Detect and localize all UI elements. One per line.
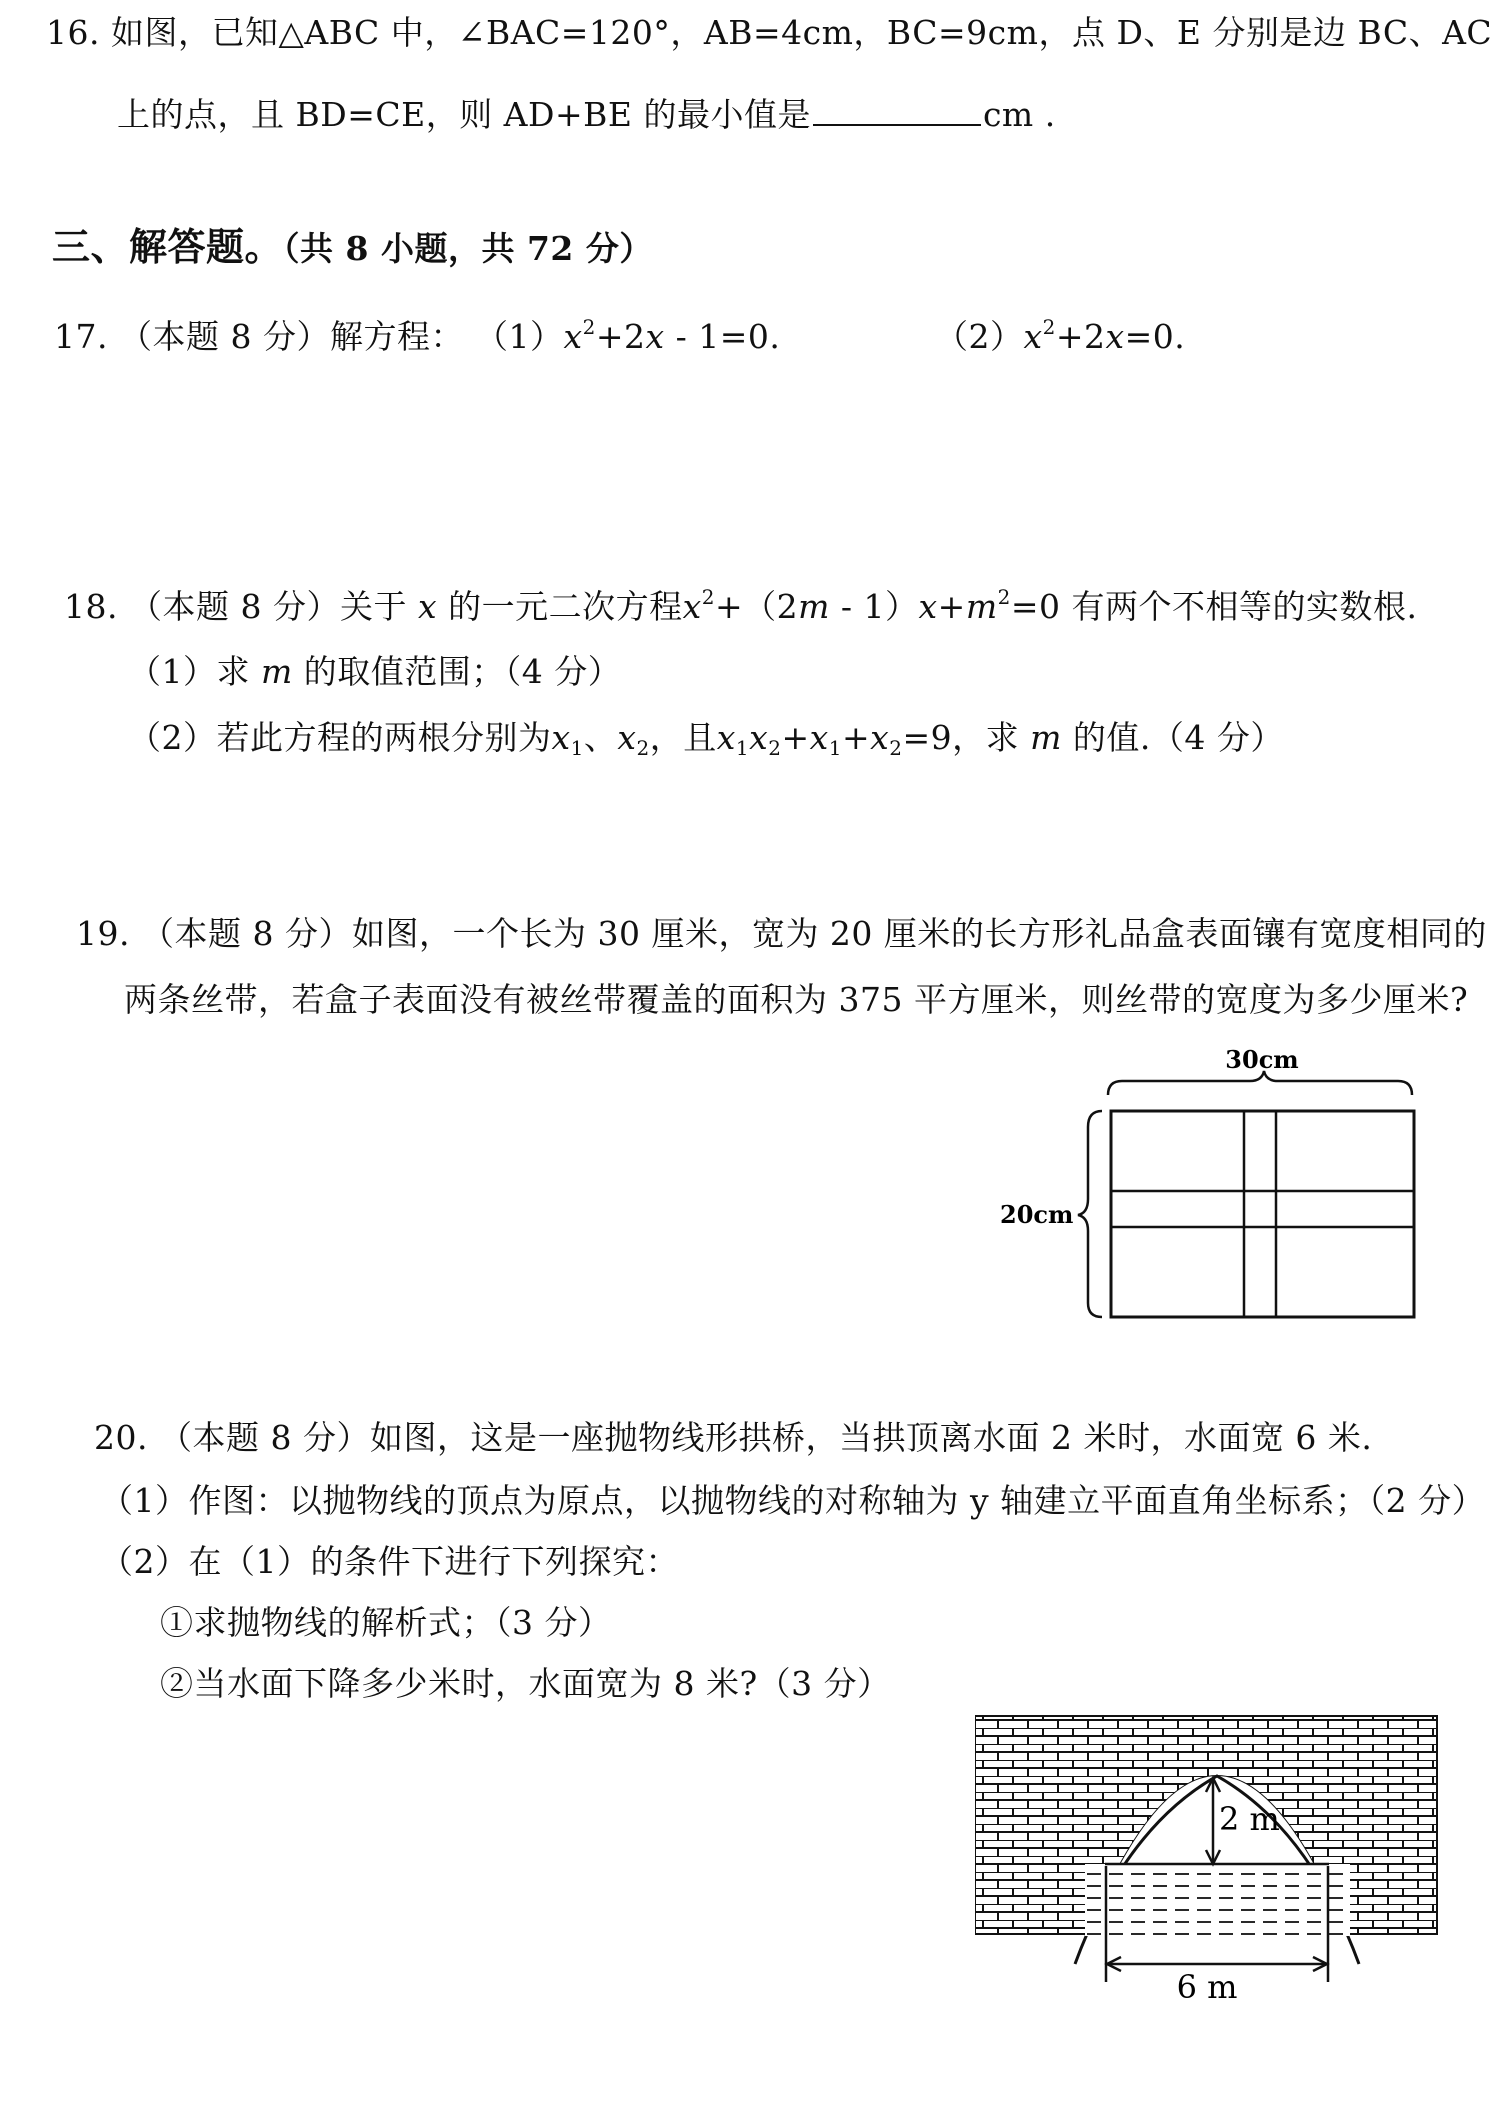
q18-intro: 18. （本题 8 分）关于 x 的一元二次方程$x^2+(2m - 1)x+m^2=0$ 有两个不相等的实数根. xyxy=(64,585,1418,626)
q20-sub1 xyxy=(160,1603,612,1642)
q20-part2 xyxy=(100,1542,679,1581)
q17-part2 xyxy=(935,315,1186,356)
q16-text-line2: 上的点，且 BD=CE，则 AD+BE 的最小值是 xyxy=(117,95,811,134)
arch-height-label: 2 m xyxy=(1219,1800,1280,1838)
gift-box-figure xyxy=(990,1035,1430,1325)
q16-number: 16. xyxy=(46,13,100,52)
arch-bridge-figure xyxy=(975,1712,1445,2012)
section-note: （共 8 小题，共 72 分） xyxy=(283,229,653,268)
q18-part1-b: 的取值范围；（4 分） xyxy=(303,652,622,691)
q16-unit: cm . xyxy=(982,95,1056,134)
q19-number: 19. xyxy=(76,914,130,953)
q19-line2 xyxy=(124,980,1469,1019)
q20-sub2 xyxy=(160,1664,891,1703)
q18-text-c: 有两个不相等的实数根. xyxy=(1071,587,1418,626)
q17-prompt: 解方程： xyxy=(329,317,464,356)
q18-part1-a: （1）求 xyxy=(128,652,250,691)
q16-line2 xyxy=(117,94,1056,134)
q19-score: （本题 8 分） xyxy=(140,914,352,953)
q19-text-line2: 两条丝带，若盒子表面没有被丝带覆盖的面积为 375 平方厘米，则丝带的宽度为多少厘米? xyxy=(124,980,1469,1019)
left-brace xyxy=(1078,1111,1102,1317)
q18-part2-c: ，求 xyxy=(952,718,1020,757)
q16-line1 xyxy=(46,13,1492,52)
top-brace xyxy=(1108,1071,1412,1095)
q18-part1: （1）求 m 的取值范围；（4 分） xyxy=(128,652,622,691)
answer-blank xyxy=(813,94,981,126)
q19-text-line1: 如图，一个长为 30 厘米，宽为 20 厘米的长方形礼品盒表面镶有宽度相同的 xyxy=(351,914,1487,953)
q18-part2-a: （2）若此方程的两根分别为 xyxy=(128,718,552,757)
q20-text-line1: 如图，这是一座抛物线形拱桥，当拱顶离水面 2 米时，水面宽 6 米. xyxy=(369,1418,1373,1457)
q18-text-b: 的一元二次方程 xyxy=(448,587,683,626)
q19-line1 xyxy=(76,914,1487,953)
q20-score: （本题 8 分） xyxy=(158,1418,370,1457)
q18-part2-d: 的值.（4 分） xyxy=(1072,718,1284,757)
vertical-ribbon xyxy=(1244,1111,1276,1317)
q18-equation: $x^2+(2m - 1)x+m^2=0$ xyxy=(682,585,1061,626)
section-title: 三、解答题。 xyxy=(52,225,284,269)
q16-text-line1: 如图，已知△ABC 中，∠BAC=120°，AB=4cm，BC=9cm，点 D、E 分别是边 BC、AC xyxy=(110,13,1492,52)
q18-score: （本题 8 分） xyxy=(128,587,340,626)
q20-sub2-text: ②当水面下降多少米时，水面宽为 8 米?（3 分） xyxy=(160,1664,891,1703)
q17-part1-label: （1） xyxy=(474,317,564,356)
q20-line1 xyxy=(94,1418,1373,1457)
q20-number: 20. xyxy=(94,1418,148,1457)
horizontal-ribbon xyxy=(1111,1191,1414,1227)
q18-number: 18. xyxy=(64,587,118,626)
section-heading xyxy=(52,225,653,269)
q18-part2-b: ，且 xyxy=(649,718,717,757)
water-width-label: 6 m xyxy=(1176,1968,1238,2006)
q20-part1-text: （1）作图：以抛物线的顶点为原点，以抛物线的对称轴为 y 轴建立平面直角坐标系；（2 分） xyxy=(100,1481,1486,1520)
q17-line xyxy=(54,315,781,356)
q17-equation-2: $x^2+2x=0$. xyxy=(1023,315,1186,356)
q20-sub1-text: ①求抛物线的解析式；（3 分） xyxy=(160,1603,612,1642)
q18-text-a: 关于 xyxy=(339,587,407,626)
q17-number: 17. xyxy=(54,317,108,356)
q17-equation-1: $x^2+2x - 1=0$. xyxy=(563,315,781,356)
gift-box xyxy=(1111,1111,1414,1317)
q18-part2: （2）若此方程的两根分别为$x_1$、$x_2$，且$x_1x_2+x_1+x_2=9$，求 m 的值.（4 分） xyxy=(128,718,1284,760)
q17-score: （本题 8 分） xyxy=(118,317,330,356)
water-surface xyxy=(1085,1864,1350,1936)
box-width-label: 30cm xyxy=(1225,1045,1299,1074)
q20-part1 xyxy=(100,1481,1486,1520)
q20-part2-text: （2）在（1）的条件下进行下列探究： xyxy=(100,1542,679,1581)
box-height-label: 20cm xyxy=(1000,1200,1074,1229)
q17-part2-label: （2） xyxy=(935,317,1024,356)
